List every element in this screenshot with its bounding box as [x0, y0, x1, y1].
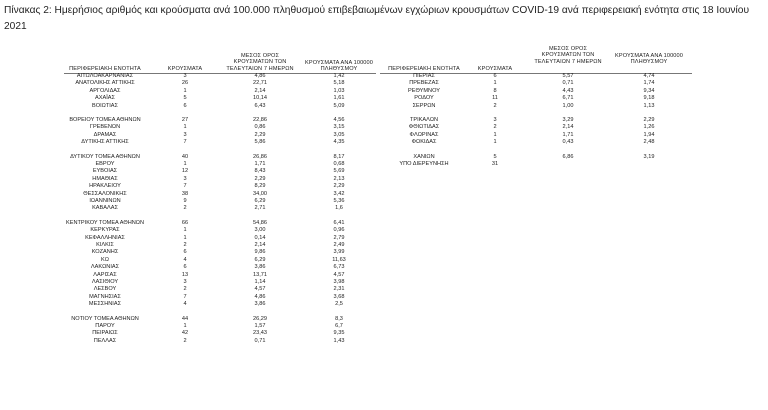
avg-cell: 2,71: [254, 205, 266, 212]
cases-cell: 2: [183, 286, 187, 293]
cases-cell: 3: [183, 175, 187, 182]
per100k-cell: 1,03: [333, 87, 345, 94]
avg-cell: 2,14: [562, 124, 574, 131]
region-cell: ΔΡΑΜΑΣ: [93, 131, 117, 138]
avg-cell: 10,14: [253, 95, 267, 102]
region-cell: ΔΥΤΙΚΟΥ ΤΟΜΕΑ ΑΘΗΝΩΝ: [70, 153, 140, 160]
region-cell: ΚΑΒΑΛΑΣ: [92, 205, 118, 212]
per100k-cell: 4,74: [643, 73, 655, 79]
cases-cell: 6: [493, 73, 497, 79]
cases-cell: 1: [183, 227, 187, 234]
per100k-cell: 11,63: [332, 256, 346, 263]
avg-cell: 26,86: [253, 153, 267, 160]
per100k-cell: 3,15: [333, 124, 345, 131]
cases-cell: 1: [183, 161, 187, 167]
region-cell: ΙΩΑΝΝΙΝΩΝ: [89, 198, 121, 204]
per100k-cell: 2,5: [335, 301, 343, 308]
per100k-cell: 3,98: [333, 279, 345, 285]
cases-cell: 3: [183, 279, 187, 285]
cases-cell: 3: [183, 131, 187, 138]
per100k-cell: 0,68: [333, 161, 345, 167]
per100k-cell: 5,18: [333, 80, 345, 87]
avg-cell: 13,71: [253, 271, 267, 278]
per100k-cell: 6,41: [333, 219, 345, 226]
region-cell: ΡΕΘΥΜΝΟΥ: [408, 87, 440, 94]
per100k-cell: 5,36: [333, 198, 345, 204]
per100k-cell: 1,13: [643, 102, 655, 109]
avg-cell: 4,86: [254, 293, 266, 300]
cases-cell: 1: [493, 139, 497, 146]
cases-cell: 1: [183, 234, 187, 241]
region-cell: ΛΑΚΩΝΙΑΣ: [90, 264, 120, 271]
cases-cell: 42: [181, 330, 189, 337]
per100k-cell: 1,26: [643, 124, 655, 131]
region-cell: ΕΒΡΟΥ: [95, 161, 115, 167]
per100k-cell: 4,56: [333, 117, 345, 123]
cases-cell: 66: [181, 219, 189, 226]
per100k-cell: 9,35: [333, 330, 345, 337]
region-cell: ΗΜΑΘΙΑΣ: [92, 175, 118, 182]
region-cell: ΝΟΤΙΟΥ ΤΟΜΕΑ ΑΘΗΝΩΝ: [71, 315, 139, 322]
avg-cell: 6,71: [562, 95, 574, 102]
avg-cell: 6,43: [254, 102, 266, 109]
per100k-cell: 2,29: [333, 183, 345, 190]
cases-cell: 6: [183, 102, 187, 109]
region-cell: ΑΧΑΪΑΣ: [95, 95, 115, 102]
per100k-cell: 1,74: [643, 80, 655, 87]
per100k-cell: 2,79: [333, 234, 345, 241]
cases-cell: 40: [181, 153, 189, 160]
avg-cell: 1,14: [254, 279, 266, 285]
cases-cell: 7: [183, 293, 187, 300]
avg-cell: 8,29: [254, 183, 266, 190]
region-cell: ΦΘΙΩΤΙΔΑΣ: [408, 124, 440, 131]
per100k-cell: 3,42: [333, 190, 345, 197]
region-cell: ΒΟΡΕΙΟΥ ΤΟΜΕΑ ΑΘΗΝΩΝ: [69, 117, 141, 123]
header-avg: ΜΕΣΟΣ ΟΡΟΣ ΚΡΟΥΣΜΑΤΩΝ ΤΩΝ ΤΕΛΕΥΤΑΙΩΝ 7 ΗΜΕΡΩΝ: [226, 53, 294, 72]
per100k-cell: 9,18: [643, 95, 655, 102]
cases-cell: 6: [183, 264, 187, 271]
header-avg-right: ΜΕΣΟΣ ΟΡΟΣ ΚΡΟΥΣΜΑΤΩΝ ΤΩΝ ΤΕΛΕΥΤΑΙΩΝ 7 ΗΜΕΡΩΝ: [534, 46, 602, 65]
cases-cell: 2: [183, 205, 187, 212]
cases-cell: 1: [183, 87, 187, 94]
region-cell: ΠΡΕΒΕΖΑΣ: [409, 80, 439, 87]
cases-cell: 2: [183, 242, 187, 248]
region-cell: ΑΝΑΤΟΛΙΚΗΣ ΑΤΤΙΚΗΣ: [75, 80, 135, 87]
avg-cell: 2,29: [254, 131, 266, 138]
avg-cell: 0,71: [254, 337, 266, 344]
cases-cell: 4: [183, 256, 187, 263]
per100k-cell: 3,19: [643, 153, 655, 160]
cases-cell: 7: [183, 183, 187, 190]
region-cell: ΧΑΝΙΩΝ: [413, 153, 435, 160]
avg-cell: 4,86: [254, 73, 266, 79]
cases-cell: 2: [493, 102, 497, 109]
per100k-cell: 1,94: [643, 131, 655, 138]
cases-cell: 9: [183, 198, 187, 204]
avg-cell: 34,00: [253, 190, 267, 197]
region-cell: ΦΩΚΙΔΑΣ: [411, 139, 437, 146]
per100k-cell: 1,43: [333, 337, 345, 344]
per100k-cell: 4,57: [333, 271, 345, 278]
region-cell: ΠΕΙΡΑΙΩΣ: [92, 330, 118, 337]
region-cell: ΚΕΡΚΥΡΑΣ: [90, 227, 120, 234]
avg-cell: 9,86: [254, 249, 266, 256]
header-cases: ΚΡΟΥΣΜΑΤΑ: [167, 66, 203, 72]
region-cell: ΘΕΣΣΑΛΟΝΙΚΗΣ: [83, 190, 127, 197]
per100k-cell: 9,34: [643, 87, 655, 94]
per100k-cell: 2,29: [643, 117, 655, 123]
region-cell: ΚΕΦΑΛΛΗΝΙΑΣ: [85, 234, 125, 241]
cases-cell: 6: [183, 249, 187, 256]
cases-cell: 11: [492, 95, 498, 102]
region-cell: ΛΑΣΙΘΙΟΥ: [91, 279, 119, 285]
cases-cell: 12: [181, 168, 189, 175]
per100k-cell: 3,05: [333, 131, 345, 138]
avg-cell: 0,43: [562, 139, 574, 146]
avg-cell: 26,29: [253, 315, 267, 322]
per100k-cell: 6,7: [335, 323, 343, 329]
region-cell: ΥΠΟ ΔΙΕΡΕΥΝΗΣΗ: [399, 161, 449, 167]
cases-cell: 27: [181, 117, 189, 123]
avg-cell: 8,43: [254, 168, 266, 175]
region-cell: ΓΡΕΒΕΝΩΝ: [89, 124, 121, 131]
cases-cell: 4: [183, 301, 187, 308]
header-cases-right: ΚΡΟΥΣΜΑΤΑ: [477, 66, 513, 72]
cases-cell: 7: [183, 139, 187, 146]
per100k-cell: 3,68: [333, 293, 345, 300]
per100k-cell: 4,35: [333, 139, 345, 146]
per100k-cell: 1,61: [333, 95, 345, 102]
avg-cell: 6,86: [562, 153, 574, 160]
per100k-cell: 0,96: [333, 227, 345, 234]
region-cell: ΤΡΙΚΑΛΩΝ: [409, 117, 439, 123]
avg-cell: 6,29: [254, 256, 266, 263]
cases-cell: 31: [491, 161, 499, 167]
avg-cell: 3,00: [254, 227, 266, 234]
avg-cell: 2,29: [254, 175, 266, 182]
cases-cell: 44: [181, 315, 189, 322]
cases-cell: 5: [183, 95, 187, 102]
cases-cell: 3: [183, 73, 187, 79]
cases-cell: 2: [493, 124, 497, 131]
per100k-cell: 5,69: [333, 168, 345, 175]
table-caption: Πίνακας 2: Ημερήσιος αριθμός και κρούσματα ανά 100.000 πληθυσμού επιβεβαιωμένων εγχώριων κρουσμάτων COVID-19 ανά περιφερειακή ενότητα στις 18 Ιουνίου 2021: [4, 5, 750, 32]
region-cell: ΗΡΑΚΛΕΙΟΥ: [89, 183, 121, 190]
region-cell: ΚΟΖΑΝΗΣ: [91, 249, 119, 256]
cases-cell: 1: [493, 80, 497, 87]
avg-cell: 4,57: [254, 286, 266, 293]
avg-cell: 5,57: [562, 73, 574, 79]
cases-cell: 1: [183, 323, 187, 329]
region-cell: ΛΕΣΒΟΥ: [93, 286, 117, 293]
region-cell: ΠΑΡΟΥ: [95, 323, 115, 329]
cases-cell: 3: [493, 117, 497, 123]
avg-cell: 1,71: [254, 161, 266, 167]
region-cell: ΡΟΔΟΥ: [414, 95, 434, 102]
cases-cell: 26: [181, 80, 189, 87]
cases-cell: 13: [181, 271, 189, 278]
per100k-cell: 2,49: [333, 242, 345, 248]
avg-cell: 54,86: [253, 219, 267, 226]
avg-cell: 2,14: [254, 242, 266, 248]
region-cell: ΛΑΡΙΣΑΣ: [93, 271, 117, 278]
region-cell: ΚΩ: [101, 256, 109, 263]
per100k-cell: 5,09: [333, 102, 345, 109]
per100k-cell: 1,6: [335, 205, 343, 212]
avg-cell: 22,71: [253, 80, 267, 87]
per100k-cell: 1,42: [333, 73, 345, 79]
avg-cell: 22,86: [253, 117, 267, 123]
avg-cell: 3,86: [254, 264, 266, 271]
region-cell: ΑΙΤΩΛΟΑΚΑΡΝΑΝΙΑΣ: [76, 73, 134, 79]
avg-cell: 6,29: [254, 198, 266, 204]
per100k-cell: 8,3: [335, 315, 343, 322]
region-cell: ΒΟΙΩΤΙΑΣ: [92, 102, 118, 109]
avg-cell: 1,57: [254, 323, 266, 329]
header-per100k: ΚΡΟΥΣΜΑΤΑ ΑΝΑ 100000 ΠΛΗΘΥΣΜΟΥ: [305, 60, 373, 73]
region-cell: ΑΡΓΟΛΙΔΑΣ: [89, 87, 121, 94]
region-cell: ΔΥΤΙΚΗΣ ΑΤΤΙΚΗΣ: [81, 139, 129, 146]
avg-cell: 5,86: [254, 139, 266, 146]
avg-cell: 3,29: [562, 117, 574, 123]
region-cell: ΚΕΝΤΡΙΚΟΥ ΤΟΜΕΑ ΑΘΗΝΩΝ: [65, 219, 144, 226]
region-cell: ΠΕΛΛΑΣ: [93, 337, 117, 344]
region-cell: ΣΕΡΡΩΝ: [412, 102, 436, 109]
avg-cell: 2,14: [254, 87, 266, 94]
cases-cell: 2: [183, 337, 187, 344]
region-cell: ΜΕΣΣΗΝΙΑΣ: [88, 301, 122, 308]
avg-cell: 0,86: [254, 124, 266, 131]
cases-cell: 1: [183, 124, 187, 131]
per100k-cell: 8,17: [333, 153, 345, 160]
region-cell: ΦΛΩΡΙΝΑΣ: [409, 131, 439, 138]
per100k-cell: 2,13: [333, 175, 345, 182]
region-cell: ΜΑΓΝΗΣΙΑΣ: [89, 293, 121, 300]
avg-cell: 0,14: [254, 234, 266, 241]
header-region-right: ΠΕΡΙΦΕΡΕΙΑΚΗ ΕΝΟΤΗΤΑ: [388, 66, 460, 72]
cases-cell: 38: [181, 190, 189, 197]
region-cell: ΠΙΕΡΙΑΣ: [413, 73, 435, 79]
header-region: ΠΕΡΙΦΕΡΕΙΑΚΗ ΕΝΟΤΗΤΑ: [69, 66, 141, 72]
avg-cell: 4,43: [562, 87, 574, 94]
region-cell: ΚΙΛΚΙΣ: [96, 242, 114, 248]
avg-cell: 3,86: [254, 301, 266, 308]
cases-cell: 8: [493, 87, 497, 94]
per100k-cell: 2,48: [643, 139, 655, 146]
avg-cell: 23,43: [253, 330, 267, 337]
cases-cell: 5: [493, 153, 497, 160]
avg-cell: 0,71: [562, 80, 574, 87]
per100k-cell: 2,31: [333, 286, 345, 293]
per100k-cell: 3,99: [333, 249, 345, 256]
header-per100k-right: ΚΡΟΥΣΜΑΤΑ ΑΝΑ 100000 ΠΛΗΘΥΣΜΟΥ: [615, 53, 683, 66]
avg-cell: 1,71: [562, 131, 574, 138]
cases-cell: 1: [493, 131, 497, 138]
region-cell: ΕΥΒΟΙΑΣ: [92, 168, 118, 175]
avg-cell: 1,00: [562, 102, 574, 109]
per100k-cell: 6,73: [333, 264, 345, 271]
